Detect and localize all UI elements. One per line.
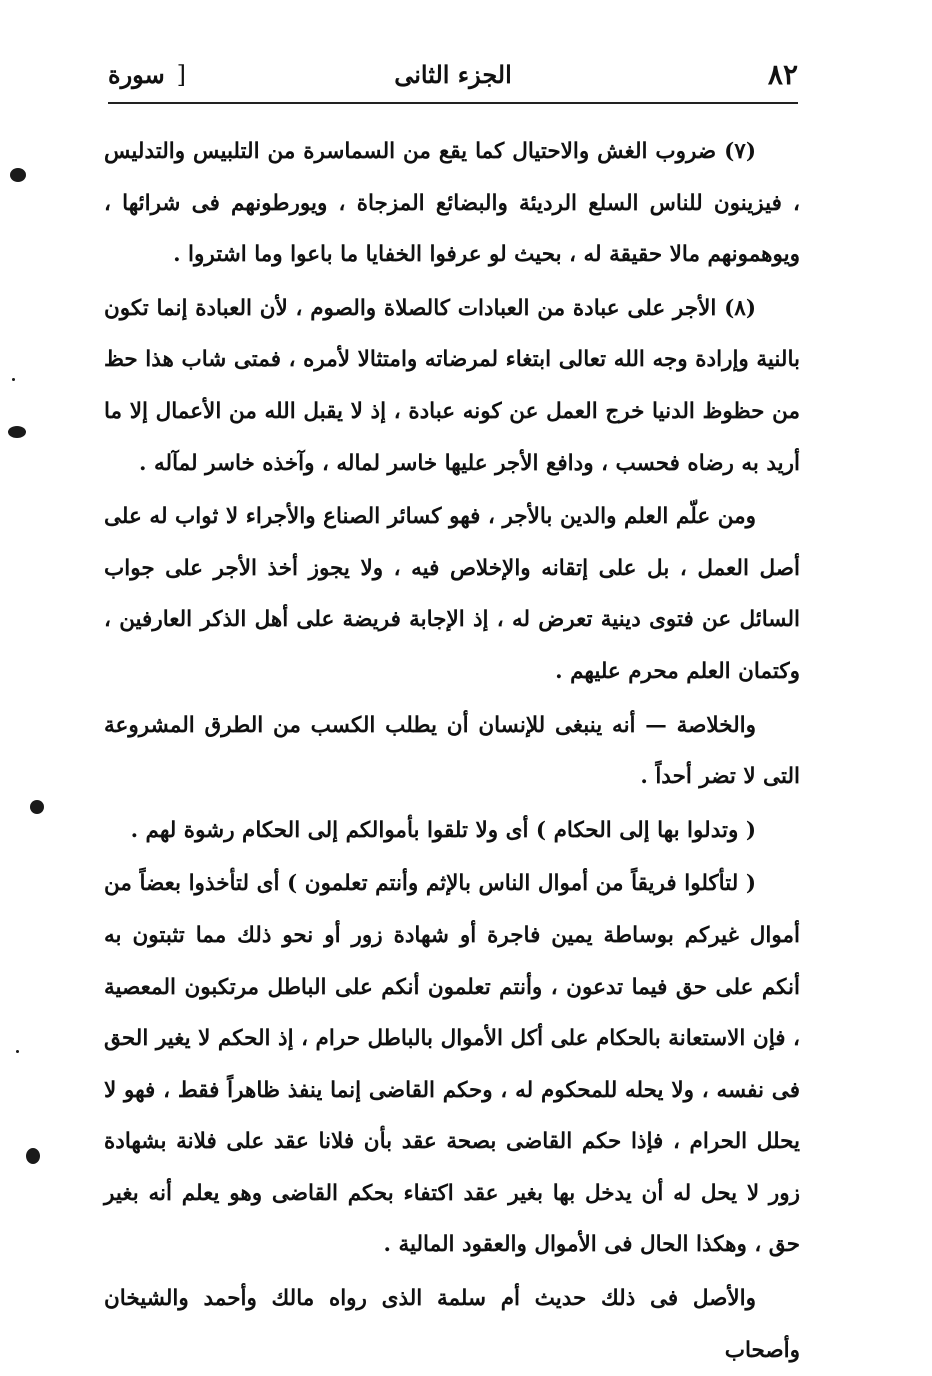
surah-label: سورة [108,60,165,89]
scan-speck [12,378,15,381]
paragraph-verse-consume: ( لتأكلوا فريقاً من أموال الناس بالإثم وأنتم تعلمون ) أى لتأخذوا بعضاً من أموال غيركم بوساطة يمين فاجرة أو شهادة زور أو نحو ذلك مما تثبتون به أنكم على حق فيما تدعون ، وأنتم تعلمون أنكم على الباطل مرتكبون المعصية ، فإن الاستعانة بالحكام على أكل الأموال بالباطل حرام ، إذ الحكم لا يغير الحق فى نفسه ، ولا يحله للمحكوم له ، وحكم القاضى إنما ينفذ ظاهراً فقط ، فهو لا يحلل الحرام ، فإذا حكم القاضى بصحة عقد بأن فلانا عقد على فلانة بشهادة زور لا يحل له أن يدخل بها بغير عقد اكتفاء بحكم القاضى وهو يعلم أنه بغير حق ، وهكذا الحال فى الأموال والعقود المالية . [104,871,800,1258]
page-number: ٨٢ [767,58,798,91]
paragraph-hadith-source: والأصل فى ذلك حديث أم سلمة الذى رواه مالك وأحمد والشيخان وأصحاب [104,1286,800,1363]
paragraph-item-7: (٧) ضروب الغش والاحتيال كما يقع من السماسرة من التلبيس والتدليس ، فيزينون للناس السلع الرديئة والبضائع المزجاة ، ويورطونهم فى شرائها ، ويوهمونهم مالا حقيقة له ، بحيث لو عرفوا الخفايا ما باعوا وما اشتروا . [104,139,800,268]
header-rule [108,102,798,104]
surah-bracket: [ [176,61,187,89]
surah-label-group [108,60,186,89]
scan-speck [10,168,26,182]
paragraph-summary: والخلاصة — أنه ينبغى للإنسان أن يطلب الكسب من الطرق المشروعة التى لا تضر أحداً . [104,712,800,790]
page-header [108,52,798,102]
running-title: الجزء الثانى [394,60,512,89]
scan-speck [16,1050,19,1053]
scan-speck [26,1148,40,1164]
paragraph-teaching-wages: ومن علّم العلم والدين بالأجر ، فهو كسائر الصناع والأجراء لا ثواب له على أصل العمل ، بل على إتقانه والإخلاص فيه ، ولا يجوز أخذ الأجر على جواب السائل عن فتوى دينية تعرض له ، إذ الإجابة فريضة على أهل الذكر العارفين ، وكتمان العلم محرم عليهم . [104,504,800,684]
page-body [104,126,800,1376]
scan-speck [30,800,44,814]
scan-speck [8,426,26,438]
paragraph-item-8: (٨) الأجر على عبادة من العبادات كالصلاة والصوم ، لأن العبادة إنما تكون بالنية وإرادة وجه الله تعالى ابتغاء لمرضاته وامتثالا لأمره ، فمتى شاب هذا حظ من حظوظ الدنيا خرج العمل عن كونه عبادة ، إذ لا يقبل الله من الأعمال إلا ما أريد به رضاه فحسب ، ودافع الأجر عليها خاسر لماله ، وآخذه خاسر لمآله . [104,295,800,476]
paragraph-verse-bribery: ( وتدلوا بها إلى الحكام ) أى ولا تلقوا بأموالكم إلى الحكام رشوة لهم . [130,817,756,843]
